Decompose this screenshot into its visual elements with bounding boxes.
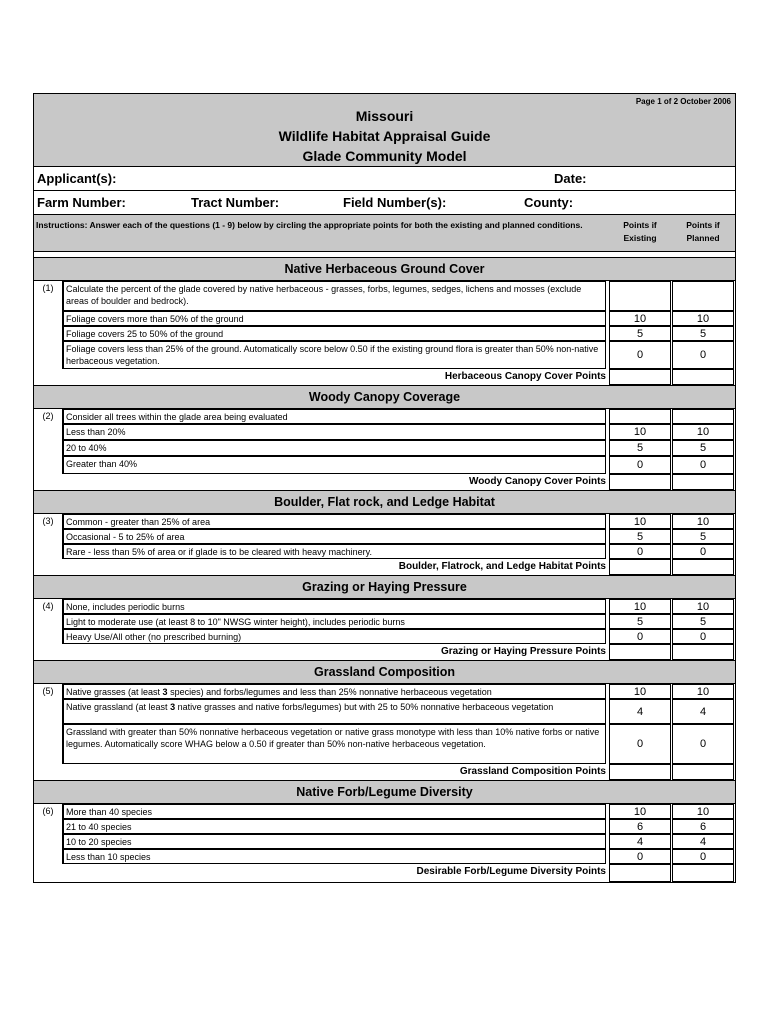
question-number: (4) bbox=[42, 601, 54, 611]
section-1 bbox=[34, 257, 735, 385]
section-title: Grassland Composition bbox=[34, 660, 735, 684]
option-text: None, includes periodic burns bbox=[63, 599, 606, 614]
total-existing-cell bbox=[609, 369, 671, 385]
points-existing[interactable]: 10 bbox=[633, 685, 647, 698]
section-5 bbox=[34, 660, 735, 780]
existing-blank-cell bbox=[609, 409, 671, 424]
points-planned[interactable]: 6 bbox=[699, 820, 707, 833]
question-number-cell bbox=[34, 281, 63, 369]
sections-container bbox=[34, 257, 735, 882]
page-info: Page 1 of 2 October 2006 bbox=[635, 97, 731, 106]
total-planned-cell bbox=[672, 764, 734, 780]
county-label[interactable]: County: bbox=[524, 195, 574, 210]
question-prompt: Calculate the percent of the glade covered by native herbaceous - grasses, forbs, legumes, sedges, lichens and mosses (exclude areas of boulder and bedrock). bbox=[63, 281, 606, 311]
section-total-label: Herbaceous Canopy Cover Points bbox=[444, 371, 606, 382]
total-planned-cell bbox=[672, 474, 734, 490]
points-planned[interactable]: 10 bbox=[696, 685, 710, 698]
points-planned[interactable]: 5 bbox=[699, 327, 707, 340]
section-title: Native Herbaceous Ground Cover bbox=[34, 257, 735, 281]
points-planned[interactable]: 10 bbox=[696, 312, 710, 325]
section-3 bbox=[34, 490, 735, 575]
section-total-label: Grazing or Haying Pressure Points bbox=[440, 646, 606, 657]
option-text: Common - greater than 25% of area bbox=[63, 514, 606, 529]
total-existing-cell bbox=[609, 559, 671, 575]
form-title bbox=[34, 106, 735, 166]
option-text: Grassland with greater than 50% nonnative herbaceous vegetation or native grass monotype with less than 10% native forbs or native legumes. Automatically score WHAG below a 0.50 if greater than 50% non-native herbaceous vegetation. bbox=[63, 724, 606, 764]
question-prompt: Consider all trees within the glade area being evaluated bbox=[63, 409, 606, 424]
section-body bbox=[34, 514, 735, 575]
section-total-label: Desirable Forb/Legume Diversity Points bbox=[416, 866, 606, 877]
farm-number-label[interactable]: Farm Number: bbox=[37, 195, 126, 210]
title-line-2: Wildlife Habitat Appraisal Guide bbox=[278, 128, 491, 144]
points-existing[interactable]: 5 bbox=[636, 615, 644, 628]
total-existing-cell bbox=[609, 644, 671, 660]
option-text: 21 to 40 species bbox=[63, 819, 606, 834]
date-label[interactable]: Date: bbox=[554, 171, 587, 186]
option-text-part: Native grassland (at least bbox=[66, 702, 171, 712]
points-planned[interactable]: 0 bbox=[699, 630, 707, 643]
points-existing[interactable]: 0 bbox=[636, 850, 644, 863]
applicant-label[interactable]: Applicant(s): bbox=[37, 171, 117, 186]
instructions-row bbox=[34, 215, 735, 252]
question-number: (6) bbox=[42, 806, 54, 816]
section-title: Boulder, Flat rock, and Ledge Habitat bbox=[34, 490, 735, 514]
option-text: 10 to 20 species bbox=[63, 834, 606, 849]
appraisal-form bbox=[33, 93, 736, 883]
option-text: More than 40 species bbox=[63, 804, 606, 819]
points-existing[interactable]: 10 bbox=[633, 600, 647, 613]
option-text bbox=[63, 699, 606, 724]
option-text-part: 3 bbox=[170, 702, 176, 712]
option-text bbox=[63, 684, 606, 699]
col-planned-header: Points if Planned bbox=[686, 220, 720, 243]
total-planned-cell bbox=[672, 369, 734, 385]
points-existing[interactable]: 5 bbox=[636, 327, 644, 340]
existing-blank-cell bbox=[609, 281, 671, 311]
option-text: Foliage covers more than 50% of the ground bbox=[63, 311, 606, 326]
points-planned[interactable]: 0 bbox=[699, 850, 707, 863]
option-text: Heavy Use/All other (no prescribed burning) bbox=[63, 629, 606, 644]
points-planned[interactable]: 0 bbox=[699, 349, 707, 361]
section-body bbox=[34, 409, 735, 490]
option-text: Foliage covers less than 25% of the ground. Automatically score below 0.50 if the existing ground flora is greater than 50% non-native herbaceous vegetation. bbox=[63, 341, 606, 369]
points-existing[interactable]: 4 bbox=[636, 835, 644, 848]
question-number: (5) bbox=[42, 686, 54, 696]
points-existing[interactable]: 10 bbox=[633, 312, 647, 325]
total-planned-cell bbox=[672, 864, 734, 882]
field-number-label[interactable]: Field Number(s): bbox=[343, 195, 447, 210]
option-text: Foliage covers 25 to 50% of the ground bbox=[63, 326, 606, 341]
title-line-1: Missouri bbox=[355, 108, 414, 124]
points-existing[interactable]: 0 bbox=[636, 738, 644, 750]
points-existing[interactable]: 10 bbox=[633, 805, 647, 818]
section-body bbox=[34, 599, 735, 660]
points-planned[interactable]: 10 bbox=[696, 426, 710, 438]
section-title: Woody Canopy Coverage bbox=[34, 385, 735, 409]
option-text: Rare - less than 5% of area or if glade is to be cleared with heavy machinery. bbox=[63, 544, 606, 559]
section-4 bbox=[34, 575, 735, 660]
points-planned[interactable]: 5 bbox=[699, 530, 707, 543]
section-2 bbox=[34, 385, 735, 490]
points-planned[interactable]: 10 bbox=[696, 805, 710, 818]
points-planned[interactable]: 0 bbox=[699, 545, 707, 558]
section-body bbox=[34, 684, 735, 780]
section-total-label: Woody Canopy Cover Points bbox=[468, 476, 606, 487]
option-text: Less than 10 species bbox=[63, 849, 606, 864]
option-text: Less than 20% bbox=[63, 424, 606, 440]
section-6 bbox=[34, 780, 735, 882]
points-planned[interactable]: 5 bbox=[699, 442, 707, 454]
instructions-text: Instructions: Answer each of the questions (1 - 9) below by circling the appropriate points for both the existing and planned conditions. bbox=[36, 220, 583, 230]
section-total-label: Boulder, Flatrock, and Ledge Habitat Points bbox=[398, 561, 606, 572]
section-title: Native Forb/Legume Diversity bbox=[34, 780, 735, 804]
question-number: (1) bbox=[42, 283, 54, 293]
total-planned-cell bbox=[672, 644, 734, 660]
option-text: Occasional - 5 to 25% of area bbox=[63, 529, 606, 544]
total-existing-cell bbox=[609, 474, 671, 490]
section-body bbox=[34, 281, 735, 385]
planned-blank-cell bbox=[672, 409, 734, 424]
section-total-label: Grassland Composition Points bbox=[459, 766, 606, 777]
title-line-3: Glade Community Model bbox=[302, 148, 467, 164]
points-existing[interactable]: 5 bbox=[636, 530, 644, 543]
option-text-part: native grasses and native forbs/legumes) but with 25 to 50% nonnative herbaceous vegetation bbox=[175, 702, 554, 712]
points-existing[interactable]: 0 bbox=[636, 545, 644, 558]
points-existing[interactable]: 10 bbox=[633, 515, 647, 528]
farm-row bbox=[34, 191, 735, 215]
option-text: Light to moderate use (at least 8 to 10" NWSG winter height), includes periodic burns bbox=[63, 614, 606, 629]
points-planned[interactable]: 0 bbox=[699, 738, 707, 750]
planned-blank-cell bbox=[672, 281, 734, 311]
points-existing[interactable]: 4 bbox=[636, 705, 644, 718]
points-planned[interactable]: 4 bbox=[699, 705, 707, 718]
points-planned[interactable]: 10 bbox=[696, 515, 710, 528]
section-title: Grazing or Haying Pressure bbox=[34, 575, 735, 599]
points-planned[interactable]: 5 bbox=[699, 615, 707, 628]
points-existing[interactable]: 0 bbox=[636, 349, 644, 361]
col-existing-header: Points if Existing bbox=[623, 220, 657, 243]
question-number: (2) bbox=[42, 411, 54, 421]
points-planned[interactable]: 0 bbox=[699, 459, 707, 471]
option-text-part: species) and forbs/legumes and less than 25% nonnative herbaceous vegetation bbox=[167, 687, 492, 697]
option-text-part: 3 bbox=[162, 687, 168, 697]
points-existing[interactable]: 5 bbox=[636, 442, 644, 454]
form-header bbox=[34, 94, 735, 167]
points-planned[interactable]: 10 bbox=[696, 600, 710, 613]
points-existing[interactable]: 6 bbox=[636, 820, 644, 833]
total-existing-cell bbox=[609, 864, 671, 882]
question-number-cell bbox=[34, 684, 63, 764]
tract-number-label[interactable]: Tract Number: bbox=[191, 195, 280, 210]
applicant-row bbox=[34, 167, 735, 191]
question-number: (3) bbox=[42, 516, 54, 526]
option-text: Greater than 40% bbox=[63, 456, 606, 474]
option-text-part: Native grasses (at least bbox=[66, 687, 163, 697]
total-existing-cell bbox=[609, 764, 671, 780]
section-body bbox=[34, 804, 735, 882]
points-existing[interactable]: 0 bbox=[636, 630, 644, 643]
points-existing[interactable]: 10 bbox=[633, 426, 647, 438]
total-planned-cell bbox=[672, 559, 734, 575]
option-text: 20 to 40% bbox=[63, 440, 606, 456]
points-planned[interactable]: 4 bbox=[699, 835, 707, 848]
points-existing[interactable]: 0 bbox=[636, 459, 644, 471]
